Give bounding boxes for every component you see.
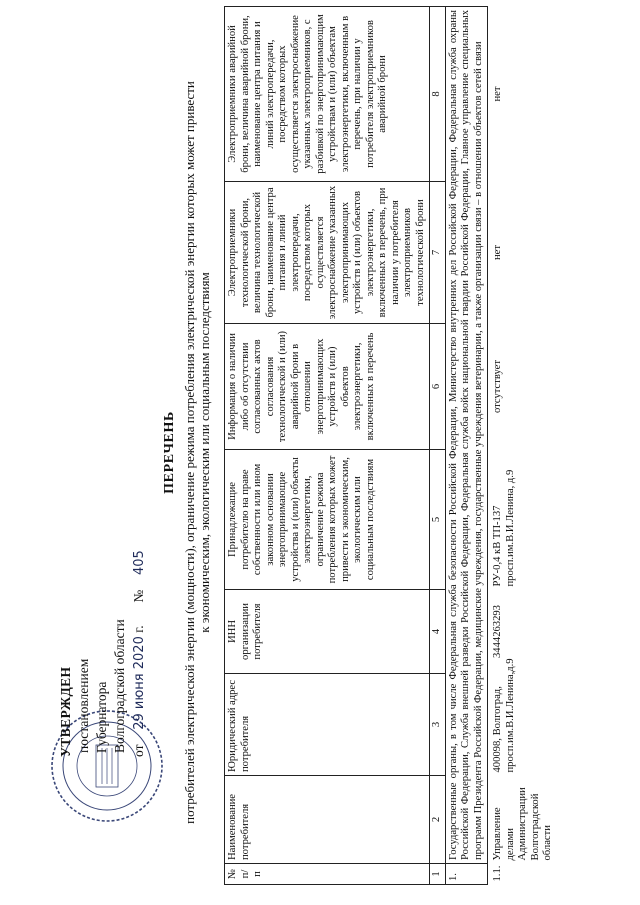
decree-number: 405 xyxy=(132,550,147,575)
header-cell: № п/п xyxy=(225,864,430,885)
column-number: 5 xyxy=(430,450,446,590)
row-number: 1.1. xyxy=(492,865,503,882)
header-cell: Наименование потребителя xyxy=(225,776,430,864)
column-number: 3 xyxy=(430,674,446,776)
document-subtitle-line2: к экономическим, экологическим или социальным последствиям xyxy=(197,272,212,633)
table-row xyxy=(488,7,557,885)
category-number: 1. xyxy=(445,864,488,885)
date-prefix: от xyxy=(131,744,146,757)
approval-heading: УТВЕРЖДЕН xyxy=(58,666,73,757)
header-cell: Юридический адрес потребителя xyxy=(225,674,430,776)
column-number: 8 xyxy=(430,7,446,182)
header-cell: ИНН организации потребителя xyxy=(225,590,430,674)
year-suffix: г. xyxy=(131,625,146,633)
column-number: 1 xyxy=(430,864,446,885)
column-number: 6 xyxy=(430,324,446,450)
approval-acts-status: отсутствует xyxy=(492,360,503,413)
tech-reserve: нет xyxy=(492,245,503,261)
governor-line: Губернатора xyxy=(94,681,109,753)
column-number: 2 xyxy=(430,776,446,864)
table-header-row xyxy=(225,7,430,885)
consumer-inn: 3444263293 xyxy=(492,605,503,658)
document-title: ПЕРЕЧЕНЬ xyxy=(162,411,177,494)
category-row xyxy=(445,7,488,885)
header-cell: Электроприемники аварийной брони, величина аварийной брони, наименование центра питания и линий электропередачи, посредством которых осуществляется электроснабжение указанных электроприемников, с разбивкой по энергопринимающим устройствам и (или) объектам электроэнергетики, включенным в перечень, при наличии у потребителя электроприемников аварийной брони xyxy=(225,7,430,182)
decree-line: постановлением xyxy=(76,658,91,753)
emergency-reserve: нет xyxy=(492,86,503,102)
document-subtitle-line1: потребителей электрической энергии (мощности), ограничение режима потребления электрической энергии которых может привести xyxy=(182,81,197,824)
number-sign: № xyxy=(131,589,146,603)
date-value: 29 июня 2020 xyxy=(132,636,147,730)
column-number: 7 xyxy=(430,182,446,324)
consumers-table xyxy=(224,6,557,885)
category-text: Государственные органы, в том числе Федеральная служба безопасности Российской Федерации, Министерство внутренних дел Российской Федерации, Федеральная служба охраны Российской Федерации, Служба внешней разведки Российской Федерации, Федеральная служба войск национальной гвардии Российской Федерации, Главное управление специальных программ Президента Российской Федерации, медицинские учреждения, государственные учреждения ветеринарии, а также организации связи – в отношении объектов сетей связи xyxy=(445,7,488,864)
decree-date-row xyxy=(131,550,147,757)
header-cell: Принадлежащие потребителю на праве собственности или ином законном основании энергопринимающие устройства и (или) объекты электроэнергетики, ограничение режима потребления которых может привести к экономическим, экологическим или социальным последствиям xyxy=(225,450,430,590)
column-number-row xyxy=(430,7,446,885)
consumer-name: Управление делами Администрации Волгоградской области xyxy=(492,787,553,861)
header-cell: Электроприемники технологической брони, величина технологической брони, наименование центра питания и линий электропередачи, посредством которых осуществляется электроснабжение указанных электропринимающих устройств и (или) объектов электроэнергетики, включенных в перечень, при наличии у потребителя электроприемников технологической брони xyxy=(225,182,430,324)
column-number: 4 xyxy=(430,590,446,674)
consumer-address: 400098, Волгоград, просп.им.В.И.Ленина,д.9 xyxy=(492,658,516,773)
header-cell: Информация о наличии либо об отсутствии согласованных актов согласования технологической и (или) аварийной брони в отношении энергопринимающих устройств и (или) объектов электроэнергетики, включенных в перечень xyxy=(225,324,430,450)
region-line: Волгоградской области xyxy=(112,619,127,753)
consumer-devices: РУ-0,4 кВ ТП-137 просп.им.В.И.Ленина, д.9 xyxy=(492,469,516,587)
